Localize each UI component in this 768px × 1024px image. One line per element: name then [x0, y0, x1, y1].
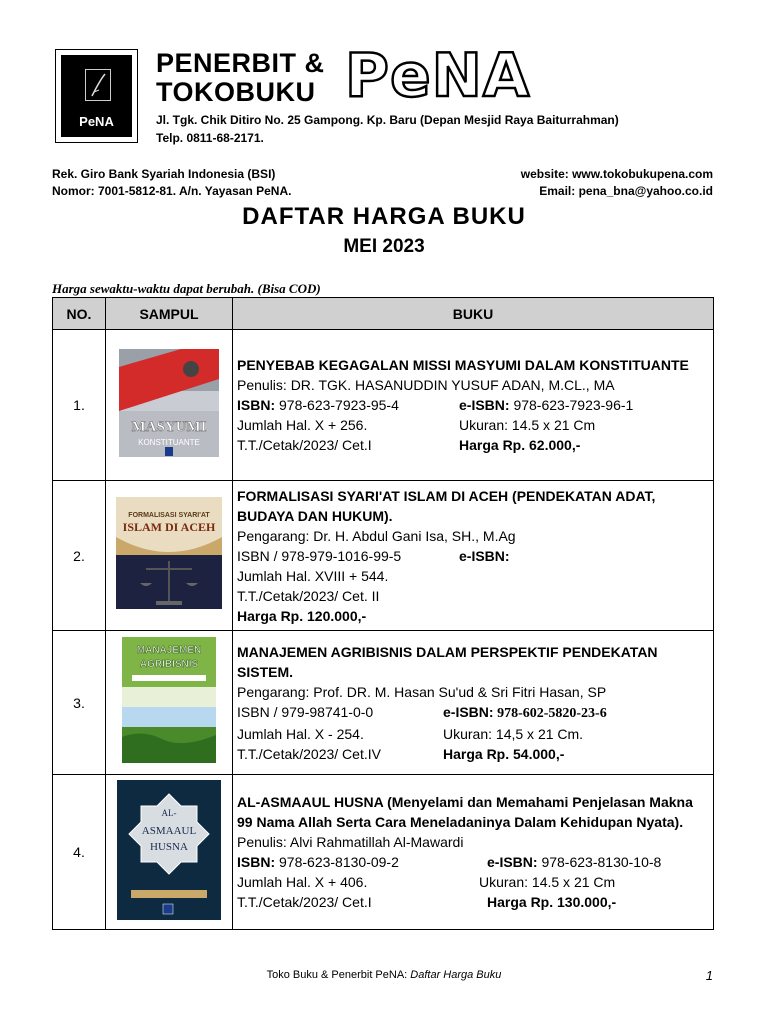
isbn-value: ISBN / 978-979-1016-99-5 [237, 547, 402, 564]
cover-subtitle-text: ISLAM DI ACEH [122, 520, 216, 534]
isbn-line [237, 546, 709, 566]
table-row [53, 631, 714, 775]
eisbn-label: e-ISBN: [459, 397, 510, 413]
pages-size-line [237, 724, 709, 744]
book-price: Harga Rp. 54.000,- [443, 745, 565, 762]
header-cover: SAMPUL [106, 298, 233, 330]
isbn-line [237, 702, 709, 724]
price-table [52, 297, 714, 930]
quill-icon [85, 69, 111, 101]
cover-cell [106, 330, 233, 481]
book-print: T.T./Cetak/2023/ Cet. II [237, 587, 380, 604]
book-title: AL-ASMAAUL HUSNA (Menyelami dan Memahami Penjelasan Makna 99 Nama Allah Serta Cara Meneladaninya Dalam Kehidupan Nyata). [237, 794, 693, 830]
book-author: Penulis: Alvi Rahmatillah Al-Mawardi [237, 834, 464, 850]
isbn-label: ISBN: [237, 854, 276, 870]
book-size: Ukuran: 14.5 x 21 Cm [479, 874, 616, 890]
book-size: Ukuran: 14.5 x 21 Cm [459, 417, 596, 433]
brand-line-2: TOKOBUKU [156, 77, 316, 107]
book-print: T.T./Cetak/2023/ Cet.I [237, 894, 372, 910]
book-author: Pengarang: Prof. DR. M. Hasan Su'ud & Sri Fitri Hasan, SP [237, 683, 607, 700]
book-price: Harga Rp. 62.000,- [459, 437, 581, 453]
logo [55, 49, 138, 143]
brand-wordmark: PeNA [345, 41, 531, 111]
eisbn-label: e-ISBN: [443, 703, 494, 720]
row-number: 1. [53, 330, 106, 481]
book-title: FORMALISASI SYARI'AT ISLAM DI ACEH (PENDEKATAN ADAT, BUDAYA DAN HUKUM). [237, 487, 656, 524]
cover-title-text: MASYUMI [131, 418, 207, 435]
brand-name [156, 49, 325, 107]
table-header-row [53, 298, 714, 330]
eisbn-value: 978-602-5820-23-6 [493, 705, 607, 721]
print-price-line [237, 435, 709, 455]
footer-text: Toko Buku & Penerbit PeNA: [266, 969, 411, 981]
eisbn-label: e-ISBN: [459, 547, 510, 564]
footer [0, 969, 768, 981]
book-info [233, 775, 714, 930]
pages-size-line [237, 415, 709, 435]
book-cover-image[interactable] [117, 780, 221, 920]
cover-cell [106, 631, 233, 775]
email[interactable]: Email: pena_bna@yahoo.co.id [539, 184, 713, 198]
telephone: Telp. 0811-68-2171. [156, 131, 264, 145]
book-author: Pengarang: Dr. H. Abdul Gani Isa, SH., M.Ag [237, 527, 516, 544]
eisbn-value: 978-623-8130-10-8 [537, 854, 662, 870]
book-price: Harga Rp. 130.000,- [487, 894, 617, 910]
book-print: T.T./Cetak/2023/ Cet.IV [237, 745, 381, 762]
book-pages: Jumlah Hal. X + 256. [237, 417, 368, 433]
price-note: Harga sewaktu-waktu dapat berubah. (Bisa COD) [52, 281, 321, 296]
row-number: 4. [53, 775, 106, 930]
cover-subtitle-text: AGRIBISNIS [139, 659, 199, 670]
book-price: Harga Rp. 120.000,- [237, 607, 367, 624]
book-author: Penulis: DR. TGK. HASANUDDIN YUSUF ADAN, M.CL., MA [237, 377, 615, 393]
cover-title-text: MANAJEMEN [136, 645, 202, 656]
brand-line-1: PENERBIT & [156, 48, 325, 78]
book-info [233, 481, 714, 631]
book-pages: Jumlah Hal. X - 254. [237, 725, 364, 742]
book-size: Ukuran: 14,5 x 21 Cm. [443, 725, 584, 742]
book-cover-image[interactable] [116, 497, 222, 609]
page-subtitle: MEI 2023 [343, 236, 425, 257]
cover-subtitle-text-2: HUSNA [150, 840, 188, 853]
row-number: 2. [53, 481, 106, 631]
book-info [233, 330, 714, 481]
bank-account-number: Nomor: 7001-5812-81. A/n. Yayasan PeNA. [52, 184, 292, 198]
row-number: 3. [53, 631, 106, 775]
cover-subtitle-text: ASMAAUL [141, 824, 197, 837]
book-cover-image[interactable] [122, 637, 216, 763]
book-cover-image[interactable] [119, 349, 219, 457]
book-info [233, 631, 714, 775]
header-no: NO. [53, 298, 106, 330]
book-title: PENYEBAB KEGAGALAN MISSI MASYUMI DALAM KONSTITUANTE [237, 357, 689, 373]
pages-size-line [237, 872, 709, 892]
bank-account-name: Rek. Giro Bank Syariah Indonesia (BSI) [52, 167, 276, 181]
eisbn-value: 978-623-7923-96-1 [509, 397, 634, 413]
book-pages: Jumlah Hal. XVIII + 544. [237, 567, 389, 584]
book-print: T.T./Cetak/2023/ Cet.I [237, 437, 372, 453]
table-row [53, 481, 714, 631]
print-price-line [237, 744, 709, 764]
website[interactable]: website: www.tokobukupena.com [520, 167, 713, 181]
logo-text: PeNA [79, 114, 114, 129]
book-pages: Jumlah Hal. X + 406. [237, 874, 368, 890]
isbn-value: 978-623-7923-95-4 [275, 397, 399, 413]
cover-cell [106, 481, 233, 631]
cover-title-text: FORMALISASI SYARI'AT [128, 512, 210, 519]
page-number: 1 [705, 968, 713, 983]
isbn-value: 978-623-8130-09-2 [275, 854, 399, 870]
page-title: DAFTAR HARGA BUKU [242, 203, 526, 230]
logo-background [61, 55, 132, 137]
isbn-label: ISBN: [237, 397, 276, 413]
footer-doc-title: Daftar Harga Buku [410, 969, 502, 981]
print-price-line [237, 892, 709, 912]
isbn-line [237, 395, 709, 415]
address: Jl. Tgk. Chik Ditiro No. 25 Gampong. Kp. Baru (Depan Mesjid Raya Baiturrahman) [156, 113, 619, 127]
header-book: BUKU [233, 298, 714, 330]
cover-subtitle-text: KONSTITUANTE [138, 437, 200, 447]
table-row [53, 330, 714, 481]
table-row [53, 775, 714, 930]
isbn-line [237, 852, 709, 872]
eisbn-label: e-ISBN: [487, 854, 538, 870]
book-title: MANAJEMEN AGRIBISNIS DALAM PERSPEKTIF PENDEKATAN SISTEM. [237, 643, 658, 680]
isbn-value: ISBN / 979-98741-0-0 [237, 703, 374, 720]
cover-title-text: AL- [161, 807, 177, 818]
cover-cell [106, 775, 233, 930]
